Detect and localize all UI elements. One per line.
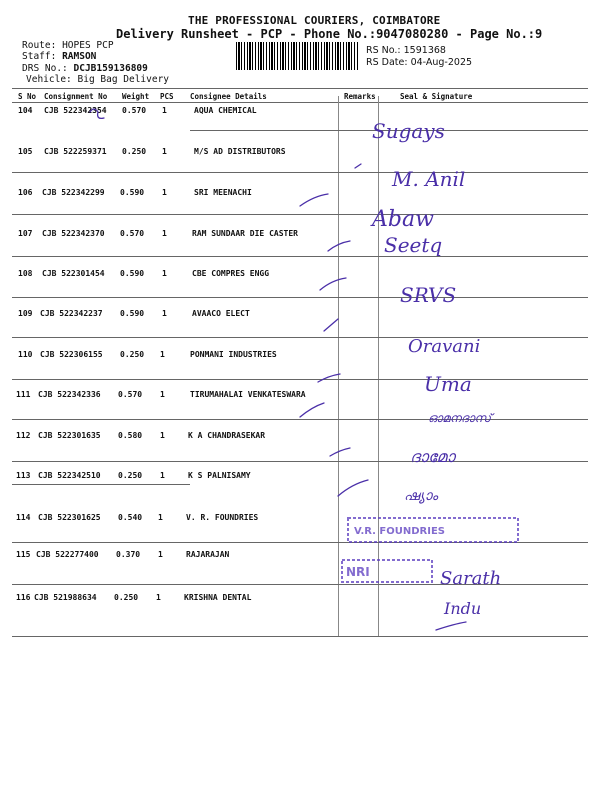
staff-value: RAMSON (62, 51, 97, 62)
row-pcs: 1 (162, 147, 167, 156)
ink-mark (90, 109, 104, 118)
col-signature: Seal & Signature (400, 92, 473, 101)
row-consignee: SRI MEENACHI (194, 188, 252, 197)
row-weight: 0.250 (122, 147, 147, 156)
remark-tick (300, 194, 328, 206)
row-consignee: K S PALNISAMY (188, 471, 251, 480)
drs-value: DCJB159136809 (73, 63, 148, 74)
row-consignment: CJB 522277400 (36, 550, 99, 559)
row-pcs: 1 (162, 309, 167, 318)
remark-tick (320, 278, 346, 290)
row-consignment: CJB 522301625 (38, 513, 101, 522)
col-weight: Weight (122, 92, 150, 101)
row-consignment: CJB 522342336 (38, 390, 101, 399)
remark-tick (328, 241, 350, 251)
vehicle-label: Vehicle: (26, 74, 72, 85)
col-consignee: Consignee Details (190, 92, 267, 101)
rs-number: RS No.: 1591368 (366, 45, 446, 56)
row-consignment: CJB 522342370 (42, 229, 105, 238)
row-consignment: CJB 522259371 (44, 147, 107, 156)
row-weight: 0.590 (120, 188, 145, 197)
row-sno: 105 (18, 147, 33, 156)
row-sno: 114 (16, 513, 31, 522)
signature-abaw: Abaw (372, 207, 434, 232)
row-consignment: CJB 522301454 (42, 269, 105, 278)
row-consignee: AQUA CHEMICAL (194, 106, 257, 115)
row-consignee: M/S AD DISTRIBUTORS (194, 147, 286, 156)
row-weight: 0.370 (116, 550, 141, 559)
col-remarks: Remarks (344, 92, 376, 101)
signature-script-3: ഷ്യാം (404, 488, 438, 504)
row-consignee: KRISHNA DENTAL (184, 593, 252, 602)
row-weight: 0.570 (120, 229, 145, 238)
row-pcs: 1 (158, 550, 163, 559)
runsheet-title: Delivery Runsheet - PCP - Phone No.:9047080280 - Page No.:9 (116, 27, 543, 41)
row-weight: 0.570 (122, 106, 147, 115)
row-consignee: V. R. FOUNDRIES (186, 513, 259, 522)
svg-text:V.R. FOUNDRIES: V.R. FOUNDRIES (354, 526, 445, 537)
row-pcs: 1 (160, 471, 165, 480)
route-value: HOPES PCP (62, 40, 114, 51)
signature-uma: Uma (424, 372, 472, 396)
row-sno: 111 (16, 390, 31, 399)
signature-sugays: Sugays (372, 119, 445, 143)
row-weight: 0.570 (118, 390, 143, 399)
remark-tick (330, 448, 350, 456)
rs-date: RS Date: 04-Aug-2025 (366, 57, 473, 68)
row-sno: 104 (18, 106, 33, 115)
row-consignee: K A CHANDRASEKAR (188, 431, 266, 440)
row-consignee: CBE COMPRES ENGG (192, 269, 270, 278)
row-pcs: 1 (160, 390, 165, 399)
ink-mark (436, 622, 466, 630)
row-consignee: RAM SUNDAAR DIE CASTER (192, 229, 298, 238)
row-sno: 116 (16, 593, 31, 602)
row-sno: 107 (18, 229, 33, 238)
row-pcs: 1 (158, 513, 163, 522)
signature-script-2: ദാമോ (410, 447, 455, 466)
remark-tick (300, 403, 324, 417)
row-consignment: CJB 521988634 (34, 593, 97, 602)
remark-tick (338, 480, 368, 496)
row-pcs: 1 (156, 593, 161, 602)
row-consignment: CJB 522301635 (38, 431, 101, 440)
signature-anil: M. Anil (392, 167, 466, 191)
row-sno: 106 (18, 188, 33, 197)
row-weight: 0.580 (118, 431, 143, 440)
row-consignee: TIRUMAHALAI VENKATESWARA (190, 390, 306, 399)
row-weight: 0.250 (120, 350, 145, 359)
remark-tick (355, 164, 361, 168)
remark-tick (324, 319, 338, 331)
route-label: Route: (22, 40, 57, 51)
row-consignment: CJB 522342354 (44, 106, 107, 115)
row-pcs: 1 (162, 106, 167, 115)
row-consignee: AVAACO ELECT (192, 309, 250, 318)
row-consignee: PONMANI INDUSTRIES (190, 350, 277, 359)
svg-text:NRI: NRI (346, 565, 370, 579)
signature-srvs: SRVS (400, 283, 457, 307)
staff-label: Staff: (22, 51, 57, 62)
row-pcs: 1 (160, 350, 165, 359)
row-consignment: CJB 522342237 (40, 309, 103, 318)
company-name: THE PROFESSIONAL COURIERS, COIMBATORE (188, 14, 441, 27)
row-sno: 108 (18, 269, 33, 278)
drs-label: DRS No.: (22, 63, 68, 74)
row-sno: 113 (16, 471, 31, 480)
signature-seetq: Seetq (384, 233, 443, 257)
row-pcs: 1 (160, 431, 165, 440)
row-consignment: CJB 522306155 (40, 350, 103, 359)
row-consignment: CJB 522342510 (38, 471, 101, 480)
signature-sarath: Sarath (440, 568, 502, 589)
row-sno: 115 (16, 550, 31, 559)
row-pcs: 1 (162, 188, 167, 197)
row-sno: 112 (16, 431, 31, 440)
row-sno: 110 (18, 350, 33, 359)
row-sno: 109 (18, 309, 33, 318)
row-weight: 0.250 (118, 471, 143, 480)
col-consignment: Consignment No (44, 92, 108, 101)
col-pcs: PCS (160, 92, 174, 101)
row-consignment: CJB 522342299 (42, 188, 105, 197)
row-pcs: 1 (162, 269, 167, 278)
signature-script: ഓമനദാസ് (428, 411, 491, 425)
col-sno: S No (18, 92, 37, 101)
row-consignee: RAJARAJAN (186, 550, 230, 559)
vehicle-value: Big Bag Delivery (77, 74, 170, 85)
signature-indu: Indu (444, 599, 482, 618)
row-pcs: 1 (162, 229, 167, 238)
signature-oravani: Oravani (408, 336, 481, 357)
row-weight: 0.540 (118, 513, 143, 522)
remark-tick (318, 374, 340, 382)
row-weight: 0.590 (120, 269, 145, 278)
row-weight: 0.590 (120, 309, 145, 318)
row-weight: 0.250 (114, 593, 139, 602)
